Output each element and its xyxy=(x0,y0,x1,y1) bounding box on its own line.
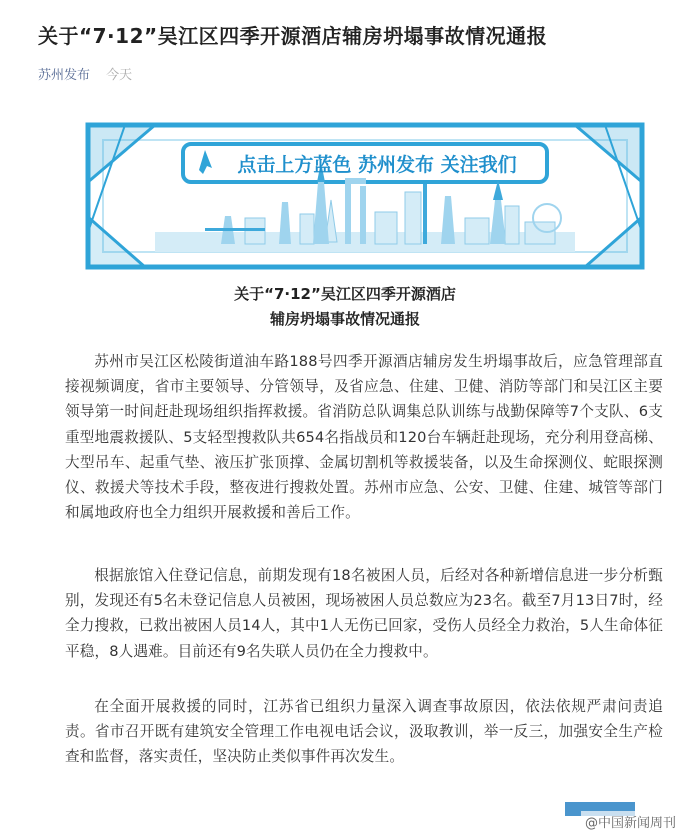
follow-banner[interactable] xyxy=(85,122,645,270)
notice-heading-line2: 辅房坍塌事故情况通报 xyxy=(269,310,420,328)
publish-time: 今天 xyxy=(106,68,133,83)
source-account-link[interactable]: 苏州发布 xyxy=(38,68,91,83)
paragraph-investigation: 在全面开展救援的同时，江苏省已组织力量深入调查事故原因，依法依规严肃问责追责。省市召开既有建筑安全管理工作电视电话会议，汲取教训，举一反三，加强安全生产检查和监督，落实责任，坚决防止类似事件再次发生。 xyxy=(65,698,663,766)
notice-heading-line1: 关于“7·12”吴江区四季开源酒店 xyxy=(234,285,456,303)
article-meta xyxy=(38,64,132,83)
banner-label: 点击上方蓝色 苏州发布 关注我们 xyxy=(237,154,517,176)
watermark: @中国新闻周刊 xyxy=(581,811,680,832)
follow-banner-graphic xyxy=(85,122,645,270)
paragraph-rescue: 苏州市吴江区松陵街道油车路188号四季开源酒店辅房发生坍塌事故后，应急管理部直接视频调度，省市主要领导、分管领导，及省应急、住建、卫健、消防等部门和吴江区主要领导第一时间赶赴现场组织指挥救援。省消防总队调集总队训练与战勤保障等7个支队、6支重型地震救援队、5支轻型搜救队共654名指战员和120台车辆赶赴现场，充分利用登高梯、大型吊车、起重气垫、液压扩张顶撑、金属切割机等救援装备，以及生命探测仪、蛇眼探测仪、救援犬等技术手段，整夜进行搜救处置。苏州市应急、公安、卫健、住建、城管等部门和属地政府也全力组织开展救援和善后工作。 xyxy=(65,353,663,522)
article-title: 关于“7·12”吴江区四季开源酒店辅房坍塌事故情况通报 xyxy=(38,24,548,48)
paragraph-casualties: 根据旅馆入住登记信息，前期发现有18名被困人员，后经对各种新增信息进一步分析甄别，发现还有5名未登记信息人员被困，现场被困人员总数应为23名。截至7月13日7时，经全力搜救，已救出被困人员14人，其中1人无伤已回家，受伤人员经全力救治，5人生命体征平稳，8人遇难。目前还有9名失联人员仍在全力搜救中。 xyxy=(65,567,664,660)
